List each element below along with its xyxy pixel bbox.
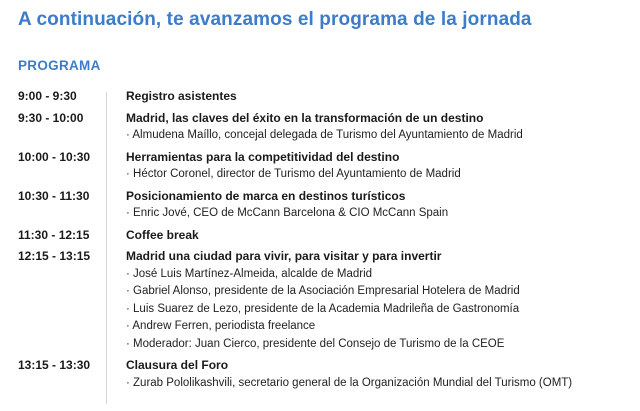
slot-time: 11:30 - 12:15 [18,227,90,242]
slot-body [107,188,640,223]
slot-body [107,88,640,106]
slot-time: 12:15 - 13:15 [18,249,91,263]
slot-time: 9:00 - 9:30 [18,89,77,103]
page-heading: A continuación, te avanzamos el programa de la jornada [18,9,532,30]
slot-title: Registro asistentes [126,89,237,103]
slot-speaker: · Almudena Maíllo, concejal delegada de Turismo del Ayuntamiento de Madrid [126,129,523,141]
schedule-slot [0,227,640,245]
slot-speaker: · José Luis Martínez-Almeida, alcalde de Madrid [126,267,373,280]
slot-time: 9:30 - 10:00 [18,110,84,125]
schedule-slot [0,188,640,223]
slot-title: Herramientas para la competitividad del destino [126,149,400,164]
slot-title: Madrid una ciudad para vivir, para visitar y para invertir [126,249,442,263]
slot-body [107,248,640,353]
slot-title: Posicionamiento de marca en destinos turísticos [126,188,406,203]
program-schedule [0,88,640,396]
slot-speaker: · Moderador: Juan Cierco, presidente del Consejo de Turismo de la CEOE [126,337,505,350]
slot-time: 13:15 - 13:30 [18,358,91,372]
slot-speaker: · Andrew Ferren, periodista freelance [126,320,316,332]
program-section-label: PROGRAMA [18,58,101,73]
schedule-slot [0,149,640,184]
slot-title: Madrid, las claves del éxito en la transformación de un destino [126,110,484,125]
slot-time: 10:30 - 11:30 [18,188,90,203]
slot-title: Coffee break [126,227,199,242]
schedule-slot [0,248,640,353]
slot-body [107,149,640,184]
slot-body [107,110,640,145]
slot-title: Clausura del Foro [126,358,229,372]
slot-body [107,357,640,392]
slot-speaker: · Luis Suarez de Lezo, presidente de la Academia Madrileña de Gastronomía [126,302,520,315]
slot-speaker: · Enric Jové, CEO de McCann Barcelona & CIO McCann Spain [126,207,449,219]
slot-body [107,227,640,245]
slot-speaker: · Zurab Pololikashvili, secretario general de la Organización Mundial del Turismo (OMT) [126,376,573,389]
schedule-slot [0,357,640,392]
slot-speaker: · Gabriel Alonso, presidente de la Asociación Empresarial Hotelera de Madrid [126,285,520,297]
slot-time: 10:00 - 10:30 [18,149,91,164]
schedule-slot [0,88,640,106]
slot-speaker: · Héctor Coronel, director de Turismo del Ayuntamiento de Madrid [126,168,461,180]
schedule-slot [0,110,640,145]
